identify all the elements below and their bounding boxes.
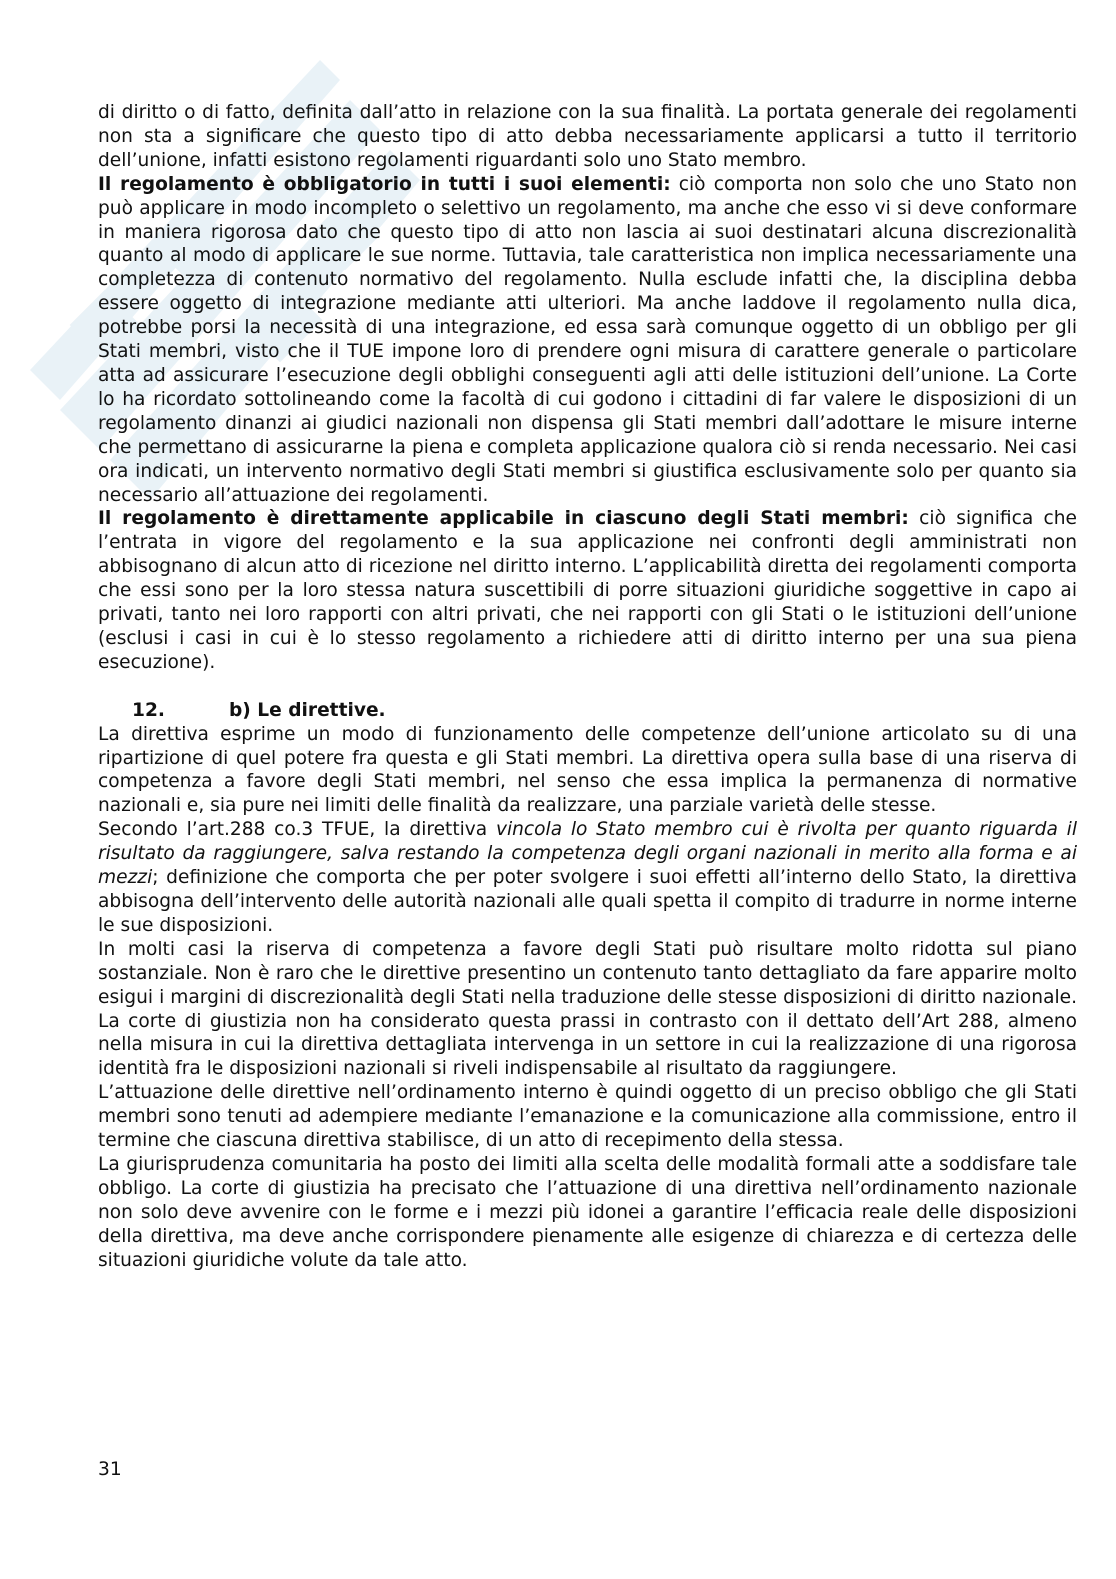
- section-title: b) Le direttive.: [229, 699, 386, 721]
- paragraph-direttiva-intro: La direttiva esprime un modo di funzionamento delle competenze dell’unione articolato su di una ripartizione di quel potere fra questa e gli Stati membri. La direttiva opera sulla base di una riserva di competenza a favore degli Stati membri, nel senso che essa implica la permanenza di normative nazionali e, sia pure nei limiti delle finalità da realizzare, una parziale varietà delle stesse.: [98, 723, 1077, 817]
- section-number: 12.: [132, 699, 165, 721]
- paragraph-direttamente-applicabile: [98, 507, 1077, 674]
- document-body: [98, 101, 1077, 1273]
- section-heading: [98, 699, 1077, 723]
- paragraph-art288: [98, 818, 1077, 938]
- paragraph-obbligatorio-text: ciò comporta non solo che uno Stato non può applicare in modo incompleto o selettivo un regolamento, ma anche che esso vi si deve conformare in maniera rigorosa dato che questo tipo di atto non lascia ai suoi destinatari alcuna discrezionalità quanto al modo di applicare le sue norme. Tuttavia, tale caratteristica non implica necessariamente una completezza di contenuto normativo del regolamento. Nulla esclude infatti che, la disciplina debba essere oggetto di integrazione mediante atti ulteriori. Ma anche laddove il regolamento nulla dica, potrebbe porsi la necessità di una integrazione, ed essa sarà comunque oggetto di un obbligo per gli Stati membri, visto che il TUE impone loro di prendere ogni misura di carattere generale o particolare atta ad assicurare l’esecuzione degli obblighi conseguenti agli atti delle istituzioni dell’unione. La Corte lo ha ricordato sottolineando come la facoltà di cui godono i cittadini di far valere le disposizioni di un regolamento dinanzi ai giudici nazionali non dispensa gli Stati membri dall’adottare le misure interne che permettano di assicurarne la piena e completa applicazione qualora ciò si renda necessario. Nei casi ora indicati, un intervento normativo degli Stati membri si giustifica esclusivamente solo per quanto sia necessario all’attuazione dei regolamenti.: [98, 173, 1077, 506]
- paragraph-attuazione: L’attuazione delle direttive nell’ordinamento interno è quindi oggetto di un preciso obbligo che gli Stati membri sono tenuti ad adempiere mediante l’emanazione e la comunicazione alla commissione, entro il termine che ciascuna direttiva stabilisce, di un atto di recepimento della stessa.: [98, 1082, 1077, 1152]
- paragraph-direttamente-applicabile-text: ciò significa che l’entrata in vigore del regolamento e la sua applicazione nei confronti degli amministrati non abbisognano di alcun atto di ricezione nel diritto interno. L’applicabilità diretta dei regolamenti comporta che essi sono per la loro stessa natura suscettibili di porre situazioni giuridiche soggettive in capo ai privati, tanto nei loro rapporti con altri privati, che nei rapporti con gli Stati o le istituzioni dell’unione (esclusi i casi in cui è lo stesso regolamento a richiedere atti di diritto interno per una sua piena esecuzione).: [98, 508, 1077, 673]
- term-obbligatorio: Il regolamento è obbligatorio in tutti i suoi elementi:: [98, 173, 671, 195]
- paragraph-regolamenti-portata: di diritto o di fatto, definita dall’atto in relazione con la sua finalità. La portata generale dei regolamenti non sta a significare che questo tipo di atto debba necessariamente applicarsi a tutto il territorio dell’unione, infatti esistono regolamenti riguardanti solo uno Stato membro.: [98, 102, 1077, 171]
- paragraph-obbligatorio: [98, 173, 1077, 508]
- paragraph-art288-lead: Secondo l’art.288 co.3 TFUE, la direttiva: [98, 819, 496, 841]
- page-number: 31: [98, 1459, 122, 1480]
- paragraph-giurisprudenza: La giurisprudenza comunitaria ha posto dei limiti alla scelta delle modalità formali atte a soddisfare tale obbligo. La corte di giustizia ha precisato che l’attuazione di una direttiva nell’ordinamento nazionale non solo deve avvenire con le forme e i mezzi più idonei a garantire l’efficacia reale delle disposizioni della direttiva, ma deve anche corrispondere pienamente alle esigenze di chiarezza e di certezza delle situazioni giuridiche volute da tale atto.: [98, 1153, 1077, 1271]
- paragraph-riserva-competenza: In molti casi la riserva di competenza a favore degli Stati può risultare molto ridotta sul piano sostanziale. Non è raro che le direttive presentino un contenuto tanto dettagliato da fare apparire molto esigui i margini di discrezionalità degli Stati nella traduzione delle stesse disposizioni di diritto nazionale. La corte di giustizia non ha considerato questa prassi in contrasto con il dettato dell’Art 288, almeno nella misura in cui la direttiva dettagliata intervenga in un settore in cui la realizzazione di una rigorosa identità fra le disposizioni nazionali si riveli indispensabile al risultato da raggiungere.: [98, 938, 1077, 1080]
- blank-line: [98, 675, 1077, 699]
- paragraph-art288-rest: ; definizione che comporta che per poter svolgere i suoi effetti all’interno dello Stato, la direttiva abbisogna dell’intervento delle autorità nazionali alle quali spetta il compito di tradurre in norme interne le sue disposizioni.: [98, 867, 1077, 936]
- quote-art288: vincola lo Stato membro cui è rivolta per quanto riguarda il risultato da raggiungere, salva restando la competenza degli organi nazionali in merito alla forma e ai mezzi: [98, 819, 1077, 889]
- term-direttamente-applicabile: Il regolamento è direttamente applicabile in ciascuno degli Stati membri:: [98, 508, 909, 530]
